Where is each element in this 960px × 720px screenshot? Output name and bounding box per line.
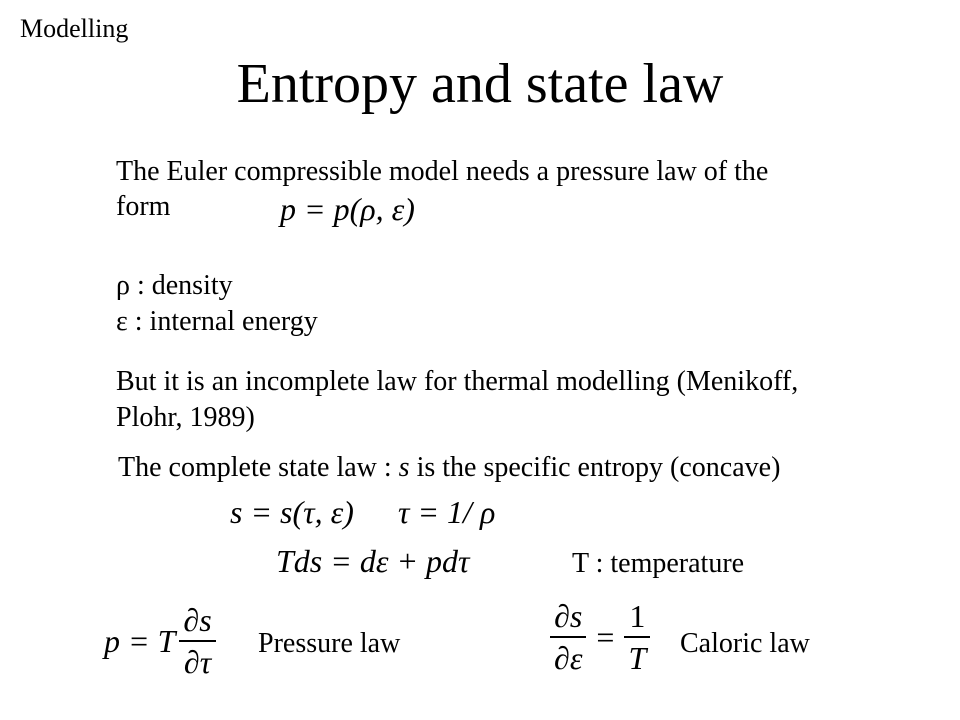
definition-rho: ρ : density: [116, 270, 233, 301]
definition-eps: ε : internal energy: [116, 306, 318, 337]
state-law-text-after: is the specific entropy (concave): [409, 452, 781, 483]
gibbs-relation-formula: Tds = dε + pdτ: [276, 543, 470, 579]
remark-line-2: Plohr, 1989): [116, 402, 255, 433]
remark-line-1: But it is an incomplete law for thermal modelling (Menikoff,: [116, 366, 799, 397]
state-law-sentence: [118, 450, 780, 486]
pressure-law-numerator: ∂s: [183, 602, 212, 638]
state-law-text-before: The complete state law :: [118, 452, 399, 483]
pressure-law-denominator: ∂τ: [183, 644, 212, 680]
entropy-formula: s = s(τ, ε): [230, 494, 354, 530]
caloric-law-right-fraction: [624, 596, 650, 678]
intro-line-2: form: [116, 191, 171, 222]
caloric-law-right-denominator: T: [628, 640, 647, 676]
caloric-law-equals: =: [596, 618, 615, 655]
caloric-law-equation: [546, 596, 654, 678]
pressure-law-label: Pressure law: [258, 628, 401, 659]
intro-line-1: The Euler compressible model needs a pressure law of the: [116, 156, 769, 187]
caloric-law-right-numerator: 1: [629, 598, 646, 634]
caloric-law-label: Caloric law: [680, 628, 810, 659]
pressure-law-equation: [104, 600, 220, 682]
entropy-symbol: s: [398, 452, 410, 483]
slide-title: Entropy and state law: [236, 53, 724, 115]
section-label: Modelling: [20, 14, 129, 43]
caloric-law-left-fraction: [550, 596, 586, 678]
pressure-law-fraction: [179, 600, 215, 682]
specific-volume-formula: τ = 1/ ρ: [398, 494, 496, 530]
pressure-law-formula: p = p(ρ, ε): [280, 191, 415, 227]
caloric-law-numerator: ∂s: [554, 598, 583, 634]
temperature-label: T : temperature: [572, 548, 745, 579]
caloric-law-denominator: ∂ε: [554, 640, 583, 676]
pressure-law-lhs: p = T: [104, 622, 176, 659]
